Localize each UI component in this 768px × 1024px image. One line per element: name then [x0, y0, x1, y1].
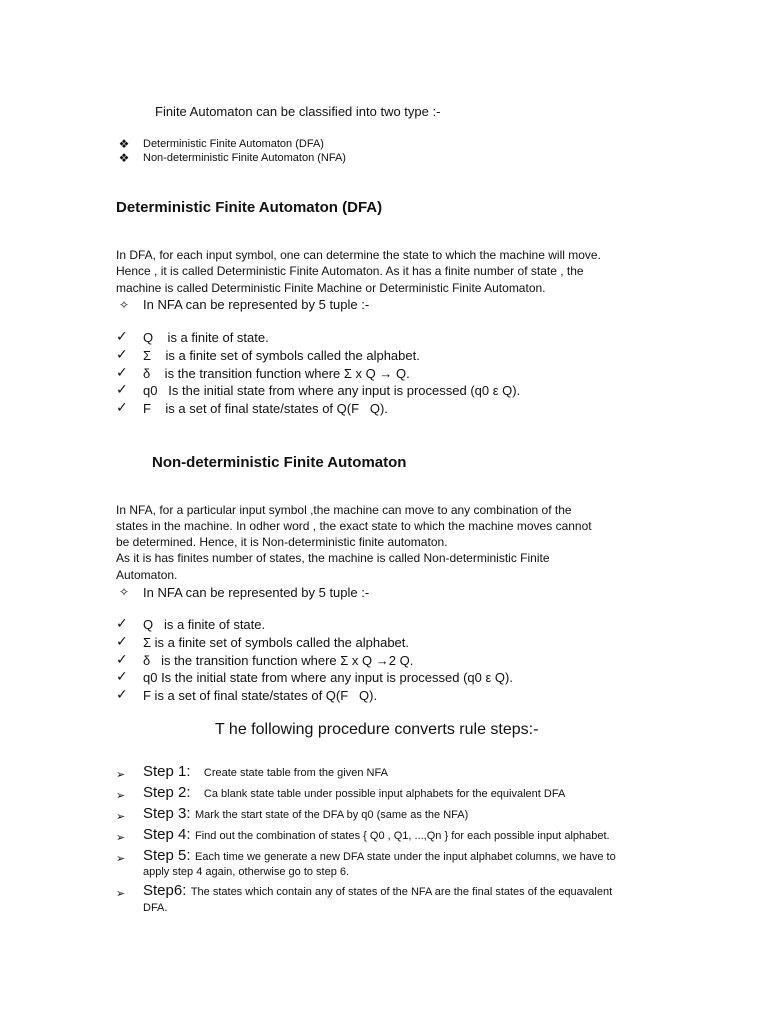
dfa-heading: Deterministic Finite Automaton (DFA): [116, 199, 383, 216]
nfa-tuple-item: Σ is a finite set of symbols called the alphabet.: [143, 635, 410, 650]
step-label: Step6:: [143, 882, 187, 899]
step-text: Ca blank state table under possible input alphabets for the equivalent DFA: [203, 788, 566, 800]
nfa-tuple-intro: In NFA can be represented by 5 tuple :-: [143, 585, 370, 600]
nfa-tuple-item: Q is a finite of state.: [143, 617, 266, 632]
checkmark-bullet-icon: ✓: [116, 399, 128, 415]
arrowhead-bullet-icon: ➢: [116, 832, 126, 844]
nfa-para-line: states in the machine. In odher word , the exact state to which the machine moves cannot: [116, 519, 592, 533]
arrowhead-bullet-icon: ➢: [116, 811, 126, 823]
nfa-para-line: be determined. Hence, it is Non-deterministic finite automaton.: [116, 535, 448, 549]
nfa-para-line: As it is has finites number of states, the machine is called Non-deterministic Finite: [116, 551, 550, 565]
type-item: Deterministic Finite Automaton (DFA): [143, 138, 324, 150]
four-diamond-bullet-icon: ❖: [118, 151, 130, 165]
checkmark-bullet-icon: ✓: [116, 346, 128, 362]
step-text-continued: apply step 4 again, otherwise go to step 6.: [143, 866, 350, 878]
four-point-star-bullet-icon: ✧: [118, 585, 130, 599]
checkmark-bullet-icon: ✓: [116, 686, 128, 702]
checkmark-bullet-icon: ✓: [116, 381, 128, 397]
checkmark-bullet-icon: ✓: [116, 364, 128, 380]
step-text: Each time we generate a new DFA state under the input alphabet columns, we have to: [195, 851, 616, 863]
nfa-tuple-item: F is a set of final state/states of Q(F Q).: [143, 688, 378, 703]
step-item: [143, 763, 388, 781]
step-label: Step 3:: [143, 805, 191, 822]
nfa-para-line: Automaton.: [116, 568, 178, 582]
step-item: [143, 784, 565, 802]
step-label: Step 5:: [143, 847, 191, 864]
four-point-star-bullet-icon: ✧: [118, 298, 130, 312]
nfa-tuple-item: δ is the transition function where Σ x Q →2 Q.: [143, 653, 414, 668]
type-item: Non-deterministic Finite Automaton (NFA): [143, 152, 346, 164]
checkmark-bullet-icon: ✓: [116, 651, 128, 667]
step-text: The states which contain any of states of the NFA are the final states of the equavalent: [190, 886, 613, 898]
step-item: [143, 847, 616, 865]
arrowhead-bullet-icon: ➢: [116, 853, 126, 865]
dfa-para-line: Hence , it is called Deterministic Finite Automaton. As it has a finite number of state , the: [116, 264, 584, 278]
dfa-para-line: In DFA, for each input symbol, one can determine the state to which the machine will move.: [116, 248, 601, 262]
dfa-para-line: machine is called Deterministic Finite Machine or Deterministic Finite Automaton.: [116, 281, 546, 295]
nfa-para-line: In NFA, for a particular input symbol ,the machine can move to any combination of the: [116, 503, 572, 517]
checkmark-bullet-icon: ✓: [116, 328, 128, 344]
dfa-tuple-item: Q is a finite of state.: [143, 330, 269, 345]
dfa-tuple-item: F is a set of final state/states of Q(F Q).: [143, 401, 388, 416]
intro-line: Finite Automaton can be classified into two type :-: [155, 104, 441, 119]
arrowhead-bullet-icon: ➢: [116, 888, 126, 900]
four-diamond-bullet-icon: ❖: [118, 137, 130, 151]
step-label: Step 1:: [143, 763, 191, 780]
checkmark-bullet-icon: ✓: [116, 615, 128, 631]
checkmark-bullet-icon: ✓: [116, 633, 128, 649]
step-item: [143, 805, 468, 823]
step-item: [143, 882, 612, 900]
checkmark-bullet-icon: ✓: [116, 668, 128, 684]
nfa-tuple-item: q0 Is the initial state from where any input is processed (q0 ε Q).: [143, 670, 513, 685]
dfa-tuple-intro: In NFA can be represented by 5 tuple :-: [143, 297, 370, 312]
procedure-heading: T he following procedure converts rule steps:-: [215, 721, 539, 738]
step-text: Find out the combination of states { Q0 , Q1, ...,Qn } for each possible input alphabet.: [195, 830, 610, 842]
step-text: Mark the start state of the DFA by q0 (same as the NFA): [195, 809, 469, 821]
step-label: Step 4:: [143, 826, 191, 843]
dfa-tuple-item: δ is the transition function where Σ x Q → Q.: [143, 366, 410, 381]
arrowhead-bullet-icon: ➢: [116, 769, 126, 781]
dfa-tuple-item: Σ is a finite set of symbols called the alphabet.: [143, 348, 420, 363]
dfa-tuple-item: q0 Is the initial state from where any input is processed (q0 ε Q).: [143, 383, 521, 398]
step-label: Step 2:: [143, 784, 191, 801]
step-text: Create state table from the given NFA: [203, 767, 388, 779]
arrowhead-bullet-icon: ➢: [116, 790, 126, 802]
step-item: [143, 826, 610, 844]
step-text-continued: DFA.: [143, 902, 168, 914]
nfa-heading: Non-deterministic Finite Automaton: [152, 454, 407, 471]
